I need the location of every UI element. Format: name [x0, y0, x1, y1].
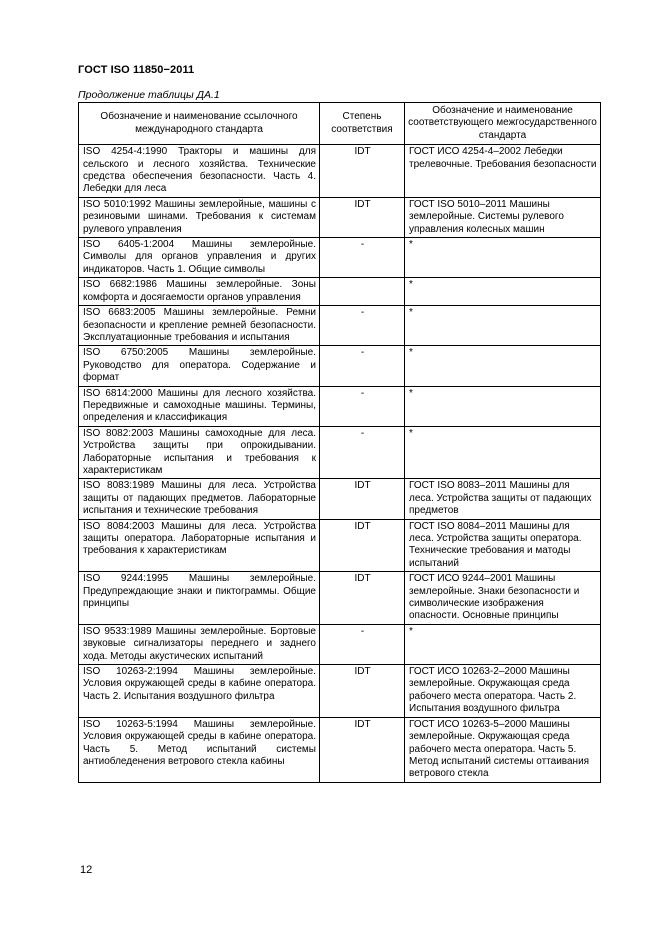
interstate-standard-cell: *: [405, 624, 601, 664]
interstate-standard-cell: ГОСТ ИСО 9244–2001 Машины землеройные. Знаки безопасности и символические изображения опасности. Основные принципы: [405, 572, 601, 625]
table-row: [79, 386, 601, 426]
international-standard-cell: ISO 8084:2003 Машины для леса. Устройства защиты оператора. Лабораторные испытания и требования к характеристикам: [79, 519, 320, 572]
international-standard-cell: ISO 8083:1989 Машины для леса. Устройства защиты от падающих предметов. Лабораторные испытания и технические требования: [79, 479, 320, 519]
degree-cell: -: [320, 624, 405, 664]
interstate-standard-cell: *: [405, 346, 601, 386]
international-standard-cell: ISO 6682:1986 Машины землеройные. Зоны комфорта и досягаемости органов управления: [79, 278, 320, 306]
degree-cell: IDT: [320, 145, 405, 198]
interstate-standard-cell: *: [405, 278, 601, 306]
international-standard-cell: ISO 5010:1992 Машины землеройные, машины с резиновыми шинами. Требования к системам рулевого управления: [79, 197, 320, 237]
interstate-standard-cell: ГОСТ ИСО 10263-2–2000 Машины землеройные. Окружающая среда рабочего места оператора. Часть 2. Испытания воздушного фильтра: [405, 665, 601, 718]
table-row: [79, 479, 601, 519]
degree-cell: -: [320, 306, 405, 346]
column-header-interstate: Обозначение и наименование соответствующего межгосударственного стандарта: [405, 103, 601, 145]
column-header-international: Обозначение и наименование ссылочного международного стандарта: [79, 103, 320, 145]
international-standard-cell: ISO 6683:2005 Машины землеройные. Ремни безопасности и крепление ремней безопасности. Эксплуатационные требования и испытания: [79, 306, 320, 346]
degree-cell: IDT: [320, 519, 405, 572]
degree-cell: -: [320, 386, 405, 426]
degree-cell: [320, 278, 405, 306]
degree-cell: -: [320, 426, 405, 479]
international-standard-cell: ISO 10263-5:1994 Машины землеройные. Условия окружающей среды в кабине оператора. Часть 5. Метод испытаний системы антиобледенения ветрового стекла кабины: [79, 717, 320, 782]
international-standard-cell: ISO 6405-1:2004 Машины землеройные. Символы для органов управления и других индикаторов. Часть 1. Общие символы: [79, 238, 320, 278]
table-row: [79, 624, 601, 664]
interstate-standard-cell: ГОСТ ISO 8083–2011 Машины для леса. Устройства защиты от падающих предметов: [405, 479, 601, 519]
degree-cell: IDT: [320, 572, 405, 625]
interstate-standard-cell: ГОСТ ISO 8084–2011 Машины для леса. Устройства защиты оператора. Технические требования и матоды испытаний: [405, 519, 601, 572]
degree-cell: IDT: [320, 479, 405, 519]
degree-cell: IDT: [320, 197, 405, 237]
interstate-standard-cell: *: [405, 426, 601, 479]
page-number: 12: [80, 864, 93, 876]
interstate-standard-cell: *: [405, 386, 601, 426]
table-row: [79, 665, 601, 718]
table-row: [79, 145, 601, 198]
interstate-standard-cell: *: [405, 238, 601, 278]
document-header: ГОСТ ISO 11850−2011: [78, 64, 195, 76]
interstate-standard-cell: ГОСТ ISO 5010–2011 Машины землеройные. Системы рулевого управления колесных машин: [405, 197, 601, 237]
degree-cell: IDT: [320, 717, 405, 782]
degree-cell: IDT: [320, 665, 405, 718]
table-row: [79, 572, 601, 625]
table-row: [79, 426, 601, 479]
interstate-standard-cell: *: [405, 306, 601, 346]
table-caption: Продолжение таблицы ДА.1: [78, 89, 220, 101]
table-row: [79, 238, 601, 278]
international-standard-cell: ISO 4254-4:1990 Тракторы и машины для сельского и лесного хозяйства. Технические средства обеспечения безопасности. Часть 4. Лебедки для леса: [79, 145, 320, 198]
table-row: [79, 346, 601, 386]
international-standard-cell: ISO 9533:1989 Машины землеройные. Бортовые звуковые сигнализаторы переднего и заднего хода. Методы акустических испытаний: [79, 624, 320, 664]
degree-cell: -: [320, 346, 405, 386]
table-row: [79, 519, 601, 572]
table-row: [79, 717, 601, 782]
table-row: [79, 306, 601, 346]
international-standard-cell: ISO 6750:2005 Машины землеройные. Руководство для оператора. Содержание и формат: [79, 346, 320, 386]
table-header-row: [79, 103, 601, 145]
international-standard-cell: ISO 10263-2:1994 Машины землеройные. Условия окружающей среды в кабине оператора. Часть 2. Испытания воздушного фильтра: [79, 665, 320, 718]
table-row: [79, 197, 601, 237]
interstate-standard-cell: ГОСТ ИСО 4254-4–2002 Лебедки трелевочные. Требования безопасности: [405, 145, 601, 198]
international-standard-cell: ISO 9244:1995 Машины землеройные. Предупреждающие знаки и пиктограммы. Общие принципы: [79, 572, 320, 625]
international-standard-cell: ISO 6814:2000 Машины для лесного хозяйства. Передвижные и самоходные машины. Термины, определения и классификация: [79, 386, 320, 426]
degree-cell: -: [320, 238, 405, 278]
interstate-standard-cell: ГОСТ ИСО 10263-5–2000 Машины землеройные. Окружающая среда рабочего места оператора. Часть 5. Метод испытаний системы оттаивания ветрового стекла: [405, 717, 601, 782]
international-standard-cell: ISO 8082:2003 Машины самоходные для леса. Устройства защиты при опрокидывании. Лабораторные испытания и требования к характеристикам: [79, 426, 320, 479]
standards-table: [78, 102, 601, 783]
table-row: [79, 278, 601, 306]
column-header-degree: Степень соответствия: [320, 103, 405, 145]
